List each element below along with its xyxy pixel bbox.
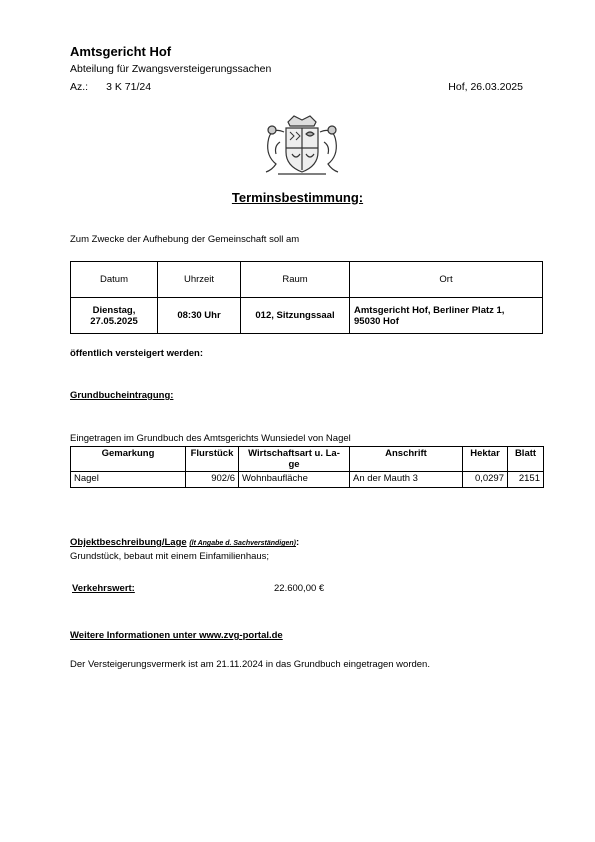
cell-anschrift: An der Mauth 3 <box>350 472 463 488</box>
column-header: Blatt <box>508 447 544 472</box>
appointment-date <box>71 298 158 334</box>
file-number-value: 3 K 71/24 <box>106 81 152 93</box>
column-header: Gemarkung <box>71 447 186 472</box>
object-heading <box>70 537 299 548</box>
table-row <box>71 472 544 488</box>
cell-hektar: 0,0297 <box>463 472 508 488</box>
column-header: Hektar <box>463 447 508 472</box>
market-value: 22.600,00 € <box>274 583 325 594</box>
column-header: Flurstück <box>186 447 239 472</box>
appointment-table <box>70 261 543 334</box>
cell-flurstueck: 902/6 <box>186 472 239 488</box>
department: Abteilung für Zwangsversteigerungssachen <box>70 63 272 75</box>
cell-blatt: 2151 <box>508 472 544 488</box>
table-row <box>71 298 543 334</box>
object-description: Grundstück, bebaut mit einem Einfamilienhaus; <box>70 551 270 562</box>
column-header: Datum <box>71 262 158 298</box>
place-line: Amtsgericht Hof, Berliner Platz 1, <box>354 304 505 316</box>
file-number <box>70 81 151 93</box>
appointment-time: 08:30 Uhr <box>158 298 241 334</box>
place-date: Hof, 26.03.2025 <box>448 81 523 93</box>
intro-text: Zum Zwecke der Aufhebung der Gemeinschaft soll am <box>70 234 300 245</box>
date-value: 27.05.2025 <box>90 315 138 327</box>
table-header-row <box>71 447 544 472</box>
place-line: 95030 Hof <box>354 315 399 327</box>
header-text: Wirtschaftsart u. La- <box>248 448 340 459</box>
footer-note: Der Versteigerungsvermerk ist am 21.11.2024 in das Grundbuch eingetragen worden. <box>70 659 430 670</box>
object-note: (lt Angabe d. Sachverständigen) <box>189 540 297 547</box>
table-header-row <box>71 262 543 298</box>
more-info-link[interactable]: Weitere Informationen unter www.zvg-portal.de <box>70 630 283 641</box>
object-heading-text: Objektbeschreibung/Lage <box>70 537 187 548</box>
coat-of-arms-icon <box>258 112 346 178</box>
appointment-room: 012, Sitzungssaal <box>241 298 350 334</box>
column-header <box>239 447 350 472</box>
column-header: Anschrift <box>350 447 463 472</box>
land-register-line: Eingetragen im Grundbuch des Amtsgerichts Wunsiedel von Nagel <box>70 433 351 444</box>
cell-gemarkung: Nagel <box>71 472 186 488</box>
document-title: Terminsbestimmung: <box>231 190 364 205</box>
file-number-label: Az.: <box>70 81 89 93</box>
land-register-table <box>70 446 544 488</box>
column-header: Ort <box>350 262 543 298</box>
date-weekday: Dienstag, <box>92 304 136 316</box>
appointment-place <box>350 298 543 334</box>
auction-statement: öffentlich versteigert werden: <box>70 348 204 359</box>
cell-wirtschaftsart: Wohnbaufläche <box>239 472 350 488</box>
column-header: Uhrzeit <box>158 262 241 298</box>
column-header: Raum <box>241 262 350 298</box>
court-name: Amtsgericht Hof <box>70 44 172 59</box>
market-value-label: Verkehrswert: <box>72 583 135 594</box>
object-colon: : <box>296 537 300 548</box>
header-text: ge <box>288 459 300 470</box>
land-register-heading: Grundbucheintragung: <box>70 390 174 401</box>
